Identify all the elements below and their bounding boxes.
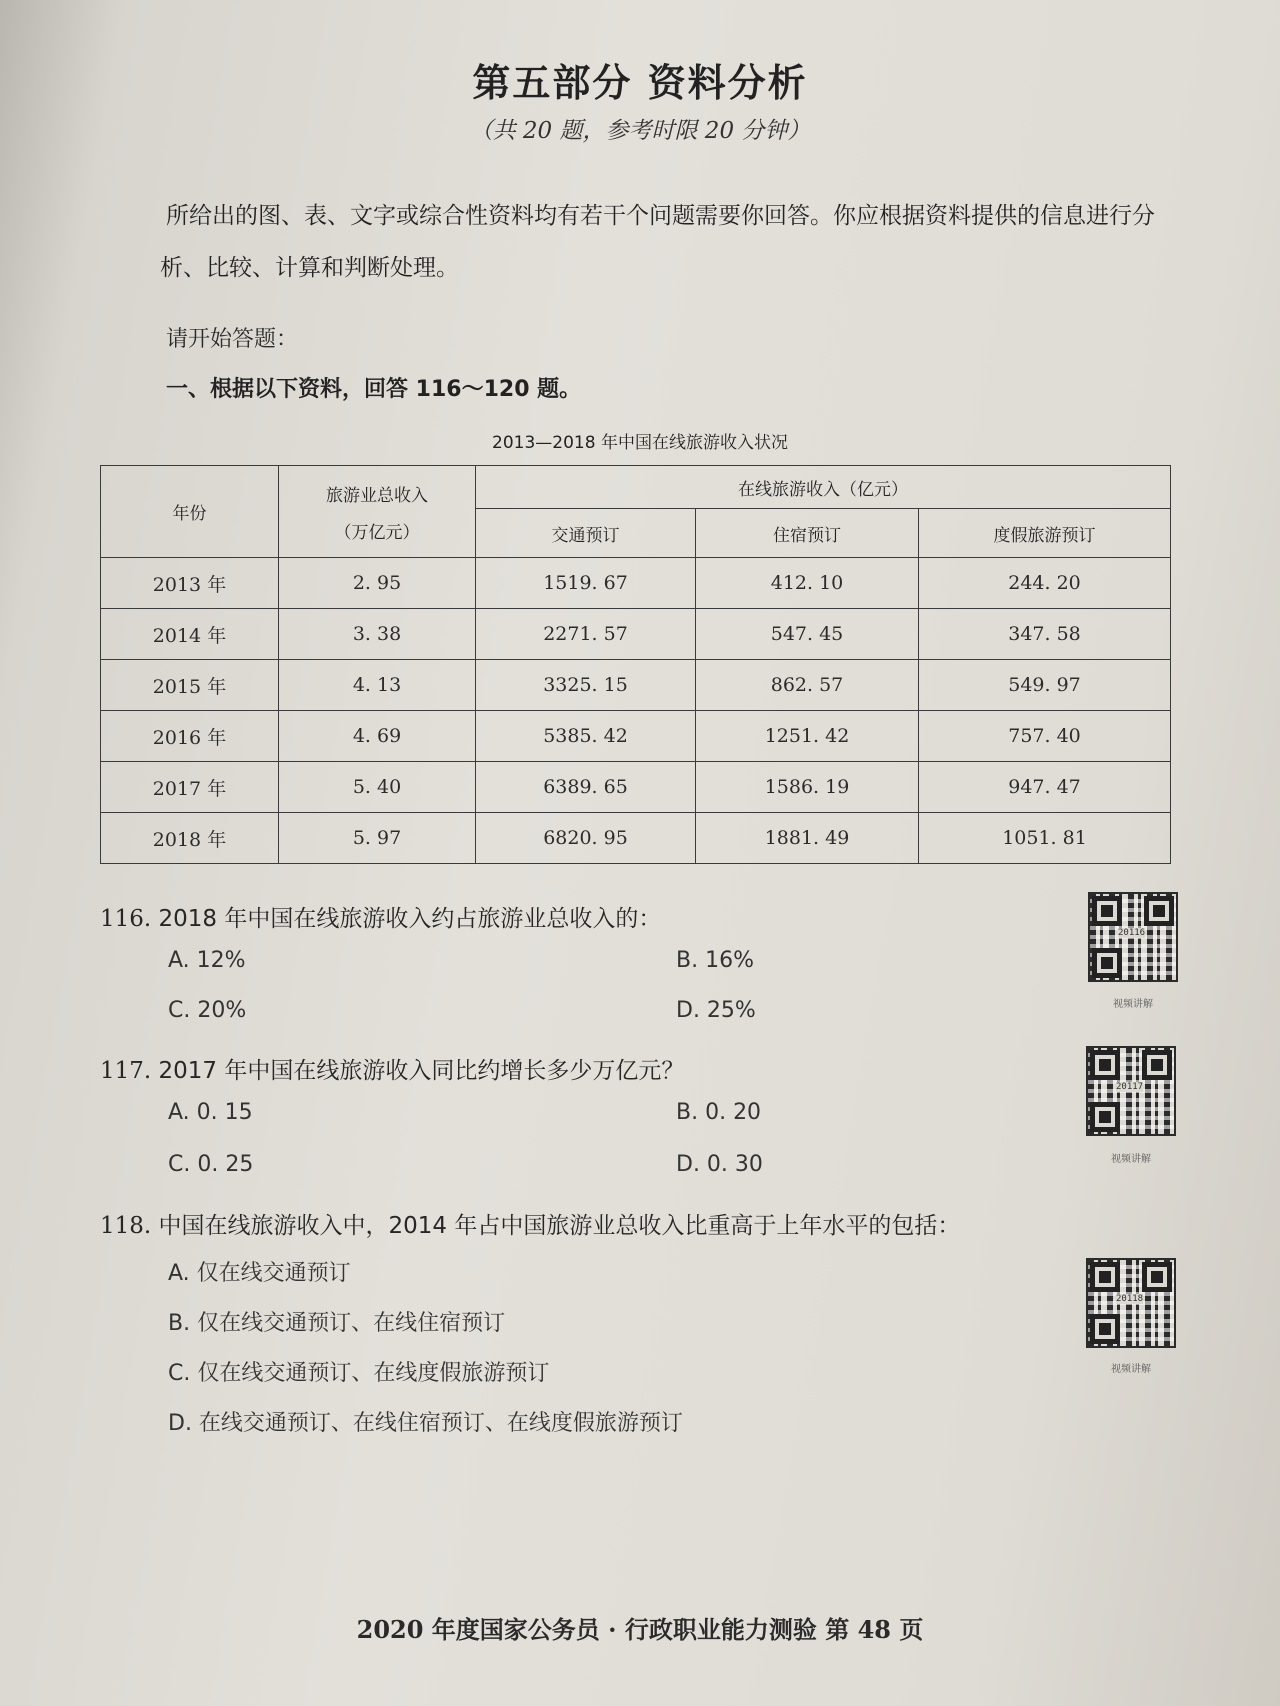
qr-code-number: 20117: [1116, 1082, 1144, 1092]
qr-code-number: 20118: [1116, 1294, 1144, 1304]
cell-lodging: 547. 45: [696, 609, 919, 660]
option-c[interactable]: C. 20%: [168, 998, 247, 1023]
option-a[interactable]: A. 仅在线交通预订: [168, 1261, 351, 1286]
cell-transport: 6820. 95: [476, 813, 696, 864]
cell-total-income: 4. 13: [279, 660, 476, 711]
table-row: [101, 711, 1171, 762]
cell-transport: 3325. 15: [476, 660, 696, 711]
table-row: [101, 609, 1171, 660]
start-prompt: 请开始答题：: [166, 327, 299, 352]
cell-vacation: 757. 40: [919, 711, 1171, 762]
table-row: [101, 660, 1171, 711]
question-number: 116.: [100, 906, 152, 932]
cell-total-income: 3. 38: [279, 609, 476, 660]
cell-vacation: 1051. 81: [919, 813, 1171, 864]
page-title: 第五部分 资料分析: [472, 61, 808, 105]
table-row: [101, 762, 1171, 813]
header-total-income: [279, 466, 476, 558]
header-total-income-label: 旅游业总收入: [326, 485, 428, 506]
cell-total-income: 4. 69: [279, 711, 476, 762]
question-116: [100, 900, 661, 933]
cell-transport: 1519. 67: [476, 558, 696, 609]
question-number: 118.: [100, 1213, 152, 1239]
cell-year: 2015 年: [101, 660, 279, 711]
cell-vacation: 549. 97: [919, 660, 1171, 711]
cell-total-income: 5. 40: [279, 762, 476, 813]
qr-code-icon[interactable]: [1086, 1258, 1176, 1348]
question-text: 中国在线旅游收入中，2014 年占中国旅游业总收入比重高于上年水平的包括：: [158, 1213, 961, 1239]
option-c[interactable]: C. 0. 25: [168, 1152, 254, 1177]
cell-year: 2018 年: [101, 813, 279, 864]
question-117: [100, 1052, 684, 1085]
option-b[interactable]: B. 仅在线交通预订、在线住宿预订: [168, 1311, 506, 1336]
cell-vacation: 347. 58: [919, 609, 1171, 660]
header-transport: 交通预订: [476, 509, 696, 558]
option-c[interactable]: C. 仅在线交通预订、在线度假旅游预订: [168, 1361, 550, 1386]
cell-year: 2016 年: [101, 711, 279, 762]
question-118: [100, 1207, 960, 1240]
cell-year: 2014 年: [101, 609, 279, 660]
cell-year: 2013 年: [101, 558, 279, 609]
option-d[interactable]: D. 在线交通预订、在线住宿预订、在线度假旅游预订: [168, 1411, 683, 1436]
table-caption: 2013—2018 年中国在线旅游收入状况: [492, 433, 788, 453]
qr-code-icon[interactable]: [1086, 1046, 1176, 1136]
cell-year: 2017 年: [101, 762, 279, 813]
cell-lodging: 1586. 19: [696, 762, 919, 813]
option-b[interactable]: B. 0. 20: [676, 1100, 762, 1125]
qr-code-number: 20116: [1118, 928, 1146, 938]
cell-lodging: 412. 10: [696, 558, 919, 609]
cell-transport: 6389. 65: [476, 762, 696, 813]
table-row: [101, 558, 1171, 609]
section-heading: 一、根据以下资料，回答 116～120 题。: [166, 377, 582, 402]
option-b[interactable]: B. 16%: [676, 948, 754, 973]
qr-label: 视频讲解: [1111, 1154, 1151, 1165]
cell-transport: 5385. 42: [476, 711, 696, 762]
header-vacation: 度假旅游预订: [919, 509, 1171, 558]
qr-label: 视频讲解: [1113, 999, 1153, 1010]
option-a[interactable]: A. 12%: [168, 948, 246, 973]
cell-total-income: 2. 95: [279, 558, 476, 609]
page-subtitle: （共 20 题，参考时限 20 分钟）: [469, 118, 811, 144]
question-text: 2018 年中国在线旅游收入约占旅游业总收入的：: [158, 906, 662, 932]
header-online-group: 在线旅游收入（亿元）: [476, 466, 1171, 509]
qr-label: 视频讲解: [1111, 1364, 1151, 1375]
cell-lodging: 1251. 42: [696, 711, 919, 762]
header-year: 年份: [101, 466, 279, 558]
header-total-income-unit: （万亿元）: [334, 522, 420, 543]
cell-vacation: 244. 20: [919, 558, 1171, 609]
cell-transport: 2271. 57: [476, 609, 696, 660]
cell-vacation: 947. 47: [919, 762, 1171, 813]
qr-code-icon[interactable]: [1088, 892, 1178, 982]
header-lodging: 住宿预订: [696, 509, 919, 558]
cell-lodging: 862. 57: [696, 660, 919, 711]
cell-total-income: 5. 97: [279, 813, 476, 864]
intro-paragraph: 所给出的图、表、文字或综合性资料均有若干个问题需要你回答。你应根据资料提供的信息进行分析、比较、计算和判断处理。: [160, 203, 1155, 281]
question-text: 2017 年中国在线旅游收入同比约增长多少万亿元？: [158, 1058, 685, 1084]
option-d[interactable]: D. 0. 30: [676, 1152, 763, 1177]
question-number: 117.: [100, 1058, 152, 1084]
option-d[interactable]: D. 25%: [676, 998, 756, 1023]
table-row: [101, 813, 1171, 864]
income-table: [100, 465, 1171, 864]
page-footer: 2020 年度国家公务员 · 行政职业能力测验 第 48 页: [356, 1615, 924, 1644]
cell-lodging: 1881. 49: [696, 813, 919, 864]
option-a[interactable]: A. 0. 15: [168, 1100, 253, 1125]
